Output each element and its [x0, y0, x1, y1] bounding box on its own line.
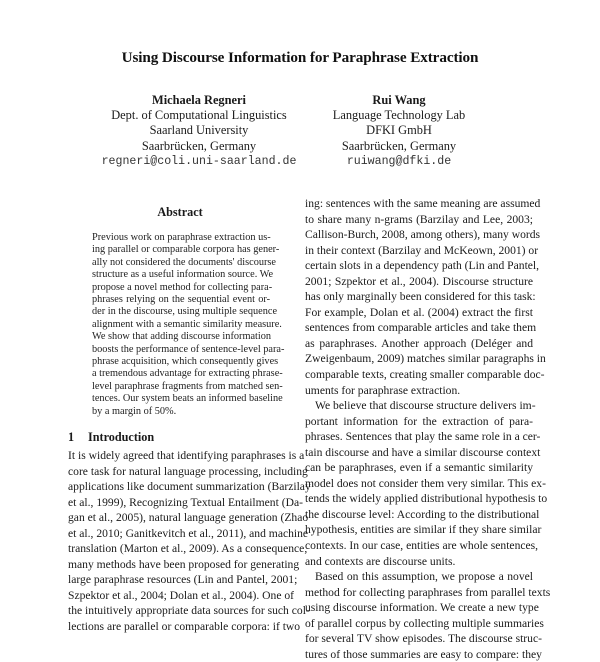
abstract-line: alignment with a semantic similarity measure. — [92, 318, 282, 330]
body-line: to share many n-grams (Barzilay and Lee, 2003; — [305, 212, 533, 226]
body-line: of parallel corpus by collecting multiple summaries — [305, 616, 544, 630]
abstract-heading: Abstract — [157, 205, 203, 219]
body-line: For example, Dolan et al. (2004) extract the first — [305, 305, 533, 319]
body-line: many methods have been proposed for generating — [68, 557, 300, 571]
body-line: the discourse level: According to the distributional — [305, 507, 540, 521]
abstract-line: by a margin of 50%. — [92, 405, 177, 417]
abstract-line: We show that adding discourse information — [92, 331, 272, 343]
author-name: Rui Wang — [372, 93, 426, 107]
body-line: model does not consider them very similar. This ex- — [305, 476, 546, 490]
body-line: comparable texts, creating smaller comparable doc- — [305, 368, 545, 382]
body-line: It is widely agreed that identifying paraphrases is a — [68, 449, 305, 462]
body-line: et al., 1999), Recognizing Textual Entailment (Da- — [68, 495, 303, 509]
paragraph — [305, 398, 548, 569]
body-line: hypothesis, entities are similar if they share similar — [305, 523, 542, 537]
body-line: 2001; Szpektor et al., 2004). Discourse structure — [305, 274, 533, 288]
section-number: 1 — [68, 430, 75, 444]
body-line: Zweigenbaum, 2009) matches similar paragraphs in — [305, 352, 546, 366]
paragraph — [305, 569, 551, 662]
author-affiliation: Language Technology Lab — [332, 108, 466, 123]
author-name: Michaela Regneri — [152, 93, 246, 107]
author-affiliation: Saarbrücken, Germany — [141, 138, 257, 153]
section-heading-introduction — [68, 430, 154, 445]
section-title: Introduction — [88, 430, 155, 444]
body-line: portant information for the extraction of para- — [305, 414, 533, 428]
body-line: and contexts are discourse units. — [305, 554, 456, 568]
body-line: as paraphrases. Another approach (Deléger and — [305, 336, 533, 350]
body-line: tain discourse and have a similar discourse context — [305, 445, 541, 459]
author-affiliation: Dept. of Computational Linguistics — [111, 108, 287, 123]
author-affiliation: Saarbrücken, Germany — [341, 138, 457, 153]
body-line: sentences from comparable articles and take them — [305, 321, 537, 335]
right-column-body — [305, 196, 551, 662]
abstract-line: structure as a useful information source. We — [92, 269, 274, 281]
body-line: tends the widely applied distributional hypothesis to — [305, 492, 548, 506]
abstract-body — [92, 232, 285, 418]
body-line: contexts. In our case, entities are whole sentences, — [305, 539, 539, 553]
body-line: using discourse information. We create a new type — [305, 601, 539, 615]
author-affiliation: DFKI GmbH — [366, 123, 432, 138]
abstract-line: Previous work on paraphrase extraction us- — [92, 232, 271, 243]
body-line: lections are parallel or comparable corpora: if two — [68, 620, 301, 634]
author-block-2 — [324, 93, 474, 169]
author-email: regneri@coli.uni-saarland.de — [101, 154, 297, 168]
author-affiliation: Saarland University — [149, 123, 249, 138]
abstract-line: der in the discourse, using multiple sequence — [92, 306, 278, 318]
body-line: certain slots in a dependency path (Lin and Pantel, — [305, 259, 540, 273]
body-line: Szpektor et al., 2004; Dolan et al., 2004). One of — [68, 588, 295, 602]
body-line: can be paraphrases, even if a semantic similarity — [305, 461, 533, 475]
abstract-line: ing parallel or comparable corpora has gener- — [92, 244, 280, 256]
author-block-1 — [99, 93, 299, 169]
body-line: et al., 2010; Ganitkevitch et al., 2011), and machine — [68, 526, 309, 540]
body-line: large paraphrase resources (Lin and Pantel, 2001; — [68, 573, 298, 587]
body-line: core task for natural language processing, including — [68, 464, 308, 478]
body-line: Callison-Burch, 2008, among others), many words — [305, 228, 541, 242]
left-column-body — [68, 448, 311, 635]
author-email: ruiwang@dfki.de — [346, 154, 452, 168]
abstract-line: a tremendous advantage for extracting phrase- — [92, 368, 283, 380]
paper-title: Using Discourse Information for Paraphrase Extraction — [121, 49, 479, 66]
body-line: gan et al., 2005), natural language generation (Zhao — [68, 511, 309, 525]
abstract-line: ally not considered the documents' discourse — [92, 256, 277, 268]
abstract-line: phrase acquisition, which consequently gives — [92, 356, 279, 368]
body-line: We believe that discourse structure delivers im- — [315, 399, 536, 413]
body-line: the intuitively appropriate data sources for such col- — [68, 604, 310, 618]
body-line: tures of those summaries are easy to compare: they — [305, 647, 542, 661]
body-line: translation (Marton et al., 2009). As a consequence, — [68, 542, 308, 556]
abstract-line: propose a novel method for collecting para- — [92, 281, 273, 293]
abstract-line: boosts the performance of sentence-level para- — [92, 343, 285, 355]
abstract-line: tences. Our system beats an informed baseline — [92, 393, 283, 405]
abstract-line: phrases relying on the sequential event or- — [92, 294, 270, 306]
body-line: Based on this assumption, we propose a novel — [315, 570, 533, 584]
abstract-line: level paraphrase fragments from matched sen- — [92, 380, 283, 392]
body-line: has only marginally been considered for this task: — [305, 290, 536, 304]
body-line: in their context (Barzilay and McKeown, 2001) or — [305, 243, 539, 257]
body-line: phrases. Sentences that play the same role in a cer- — [305, 430, 541, 444]
body-line: uments for paraphrase extraction. — [305, 383, 461, 397]
body-line: ing: sentences with the same meaning are assumed — [305, 197, 541, 210]
body-line: applications like document summarization (Barzilay — [68, 480, 311, 494]
paragraph — [305, 196, 546, 398]
body-line: method for collecting paraphrases from parallel texts — [305, 585, 551, 599]
body-line: for several TV show episodes. The discourse struc- — [305, 632, 542, 646]
